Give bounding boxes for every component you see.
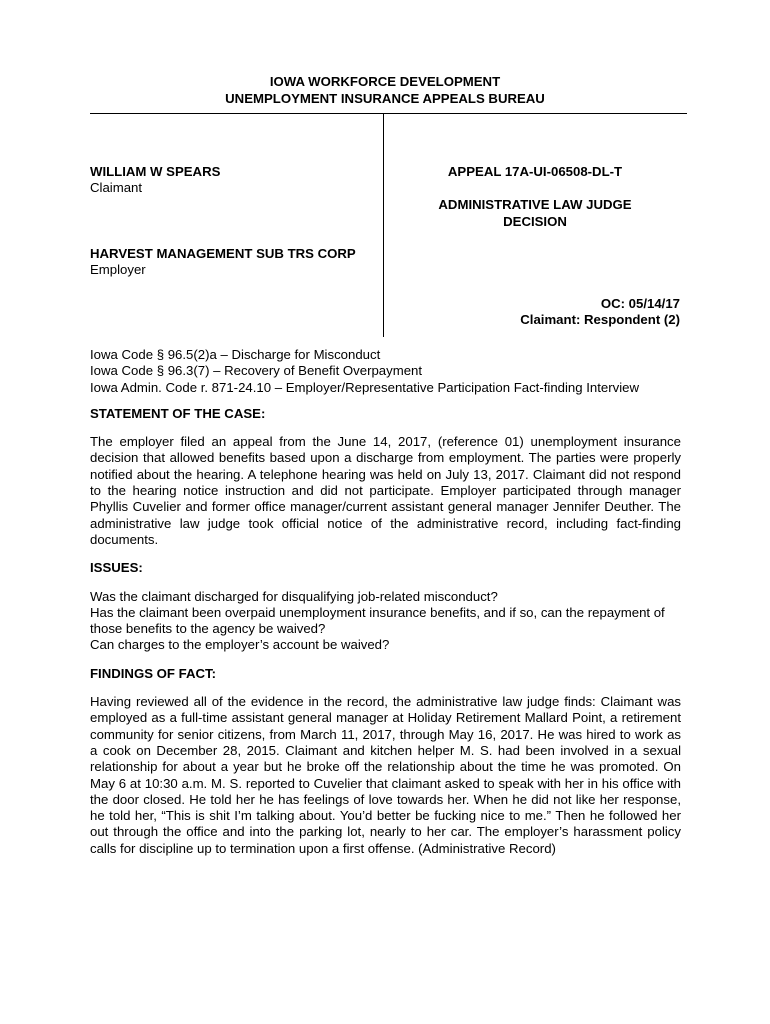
issues-list xyxy=(90,589,681,654)
issue-item: Has the claimant been overpaid unemployment insurance benefits, and if so, can the repayment of those benefits to the agency be waived? xyxy=(90,604,665,637)
bureau-name: UNEMPLOYMENT INSURANCE APPEALS BUREAU xyxy=(225,91,545,106)
agency-name: IOWA WORKFORCE DEVELOPMENT xyxy=(269,74,501,89)
issues-heading: ISSUES: xyxy=(90,560,143,576)
oc-block xyxy=(520,296,680,329)
findings-heading: FINDINGS OF FACT: xyxy=(90,665,217,681)
case-parties xyxy=(90,164,380,278)
findings-text: Having reviewed all of the evidence in the record, the administrative law judge finds: Claimant was employed as a full-time assistant general manager at Holiday Retirement Mallard Point, a retirement community for senior citizens, from March 11, 2017, through May 16, 2017. He was hired to work as a cook on December 28, 2015. Claimant and kitchen helper M. S. had been involved in a sexual relationship for about a year but he broke off the relationship about the time he was promoted. On May 6 at 10:30 a.m. M. S. reported to Cuvelier that claimant asked to speak with her in his office with the door closed. He told her he has feelings of love towards her. When he did not like her response, he told her, “This is shit I’m talking about. You’d better be fucking nice to me.” Then he followed her out through the office and into the parking lot, nearly to her car. The employer’s harassment policy calls for discipline up to termination upon a first offense. (Administrative Record) xyxy=(90,694,681,856)
oc-date: OC: 05/14/17 xyxy=(600,296,680,311)
decision-title-line1: ADMINISTRATIVE LAW JUDGE xyxy=(438,197,632,213)
issue-item: Can charges to the employer’s account be waived? xyxy=(90,637,390,653)
employer-role: Employer xyxy=(90,261,146,277)
claimant-role: Claimant xyxy=(90,180,143,196)
decision-body xyxy=(90,347,681,857)
employer-name: HARVEST MANAGEMENT SUB TRS CORP xyxy=(90,245,356,261)
caption-vertical-rule xyxy=(383,113,384,337)
statement-heading: STATEMENT OF THE CASE: xyxy=(90,405,266,421)
issue-item: Was the claimant discharged for disqualifying job-related misconduct? xyxy=(90,588,498,604)
claimant-name: WILLIAM W SPEARS xyxy=(90,164,221,179)
caption-horizontal-rule xyxy=(90,113,687,114)
statute-list xyxy=(90,347,681,396)
statute-line: Iowa Code § 96.5(2)a – Discharge for Misconduct xyxy=(90,347,381,362)
case-identifiers xyxy=(390,164,680,230)
decision-title-line2: DECISION xyxy=(503,213,567,229)
statute-line: Iowa Admin. Code r. 871-24.10 – Employer/Representative Participation Fact-finding Interview xyxy=(90,379,640,395)
statement-text: The employer filed an appeal from the June 14, 2017, (reference 01) unemployment insurance decision that allowed benefits based upon a discharge from employment. The parties were properly notified about the hearing. A telephone hearing was held on July 13, 2017. Claimant did not respond to the hearing notice instruction and did not participate. Employer participated through manager Phyllis Cuvelier and former office manager/current assistant general manager Jennifer Deuther. The administrative law judge took official notice of the administrative record, including fact-finding documents. xyxy=(90,434,681,547)
statute-line: Iowa Code § 96.3(7) – Recovery of Benefit Overpayment xyxy=(90,363,423,379)
appeal-number: APPEAL 17A-UI-06508-DL-T xyxy=(447,164,623,179)
claimant-status: Claimant: Respondent (2) xyxy=(520,312,680,328)
document-header xyxy=(0,73,770,107)
